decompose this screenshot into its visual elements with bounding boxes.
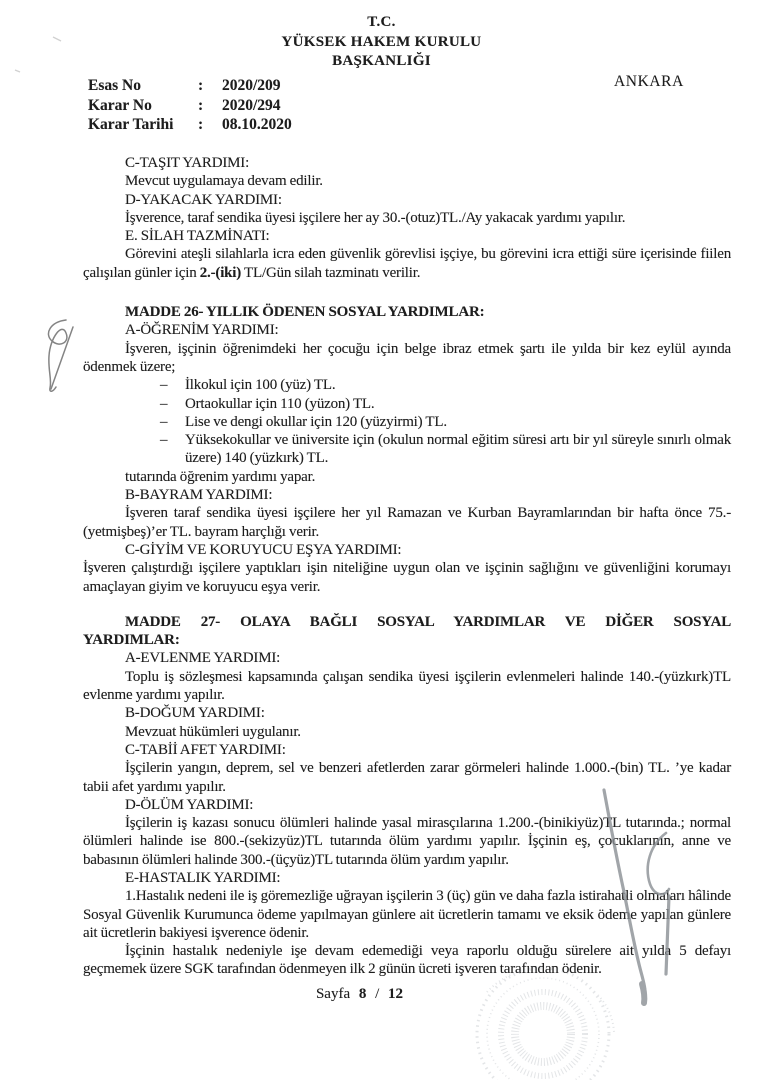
list-item-text: Yüksekokullar ve üniversite için (okulun normal eğitim süresi artı bir yıl süreyle sınırlı olmak üzere) 140 (yüzkırk) TL. — [185, 432, 731, 467]
paragraph: Mevzuat hükümleri uygulanır. — [125, 723, 301, 740]
section-heading-silah: E. SİLAH TAZMİNATI: — [125, 228, 270, 245]
paragraph: İşveren taraf sendika üyesi işçilere her yıl Ramazan ve Kurban Bayramlarından bir hafta önce 75.-(yetmişbeş)’er TL. bayram harçlığı verir. — [83, 505, 731, 540]
article-heading-madde-27 — [83, 613, 731, 650]
paragraph: İşveren çalıştırdığı işçilere yaptıkları işin niteliğine uygun olan ve işçinin sağlığını ve güvenliğini korumayı amaçlayan giyim ve koruyucu eşya verir. — [83, 560, 731, 595]
document-body — [83, 154, 731, 979]
section-heading-ogrenim: A-ÖĞRENİM YARDIMI: — [125, 322, 279, 339]
paragraph: tutarında öğrenim yardımı yapar. — [125, 468, 316, 485]
letterhead-line-tc: T.C. — [367, 14, 396, 30]
meta-row-karar-tarihi — [88, 115, 292, 135]
paragraph: İşçinin hastalık nedeniyle işe devam edemediği veya raporlu olduğu sürelere ait yılda 5 defayı geçmemek üzere SGK tarafından ödenmeyen ilk 2 günün ücreti işveren tarafından ödenir. — [83, 943, 731, 978]
paragraph: 1.Hastalık nedeni ile iş göremezliğe uğrayan işçilerin 3 (üç) gün ve daha fazla istirahatli olmaları hâlinde Sosyal Güvenlik Kurumunca ödeme yapılmayan günlere ait ücretlerin tamamı ve eksik ödeme yapılan günlere ait ücretlerin bakiyesi işverence ödenir. — [83, 888, 731, 941]
meta-colon: : — [198, 116, 204, 134]
page-number — [0, 986, 741, 1003]
letterhead-line-org: YÜKSEK HAKEM KURULU — [281, 33, 482, 50]
dash-bullet: – — [160, 413, 168, 430]
section-heading-olum: D-ÖLÜM YARDIMI: — [125, 796, 254, 813]
bold-amount: 2.-(iki) — [199, 264, 242, 281]
article-heading-line: MADDE 27- OLAYA BAĞLI SOSYAL YARDIMLAR VE DİĞER SOSYAL — [125, 613, 731, 630]
dash-bullet: – — [160, 377, 168, 394]
city-label: ANKARA — [614, 73, 684, 90]
dash-bullet: – — [160, 432, 168, 449]
meta-row-karar-no — [88, 96, 292, 116]
section-heading-tabii-afet: C-TABİİ AFET YARDIMI: — [125, 741, 286, 758]
dash-bullet: – — [160, 395, 168, 412]
meta-label: Karar Tarihi — [88, 116, 174, 134]
paragraph: İşveren, işçinin öğrenimdeki her çocuğu için belge ibraz etmek şartı ile yılda bir kez eylül ayında ödenmek üzere; — [83, 340, 731, 375]
article-heading-line: YARDIMLAR: — [83, 632, 180, 649]
section-heading-evlenme: A-EVLENME YARDIMI: — [125, 650, 281, 667]
handwritten-paraph-icon — [48, 320, 73, 391]
paragraph: Mevcut uygulamaya devam edilir. — [125, 173, 323, 190]
round-stamp-icon — [477, 966, 614, 1080]
section-heading-hastalik: E-HASTALIK YARDIMI: — [125, 869, 281, 886]
meta-colon: : — [198, 96, 204, 114]
list-item — [83, 431, 731, 468]
section-heading-yakacak: D-YAKACAK YARDIMI: — [125, 191, 282, 208]
meta-colon: : — [198, 77, 204, 94]
letterhead-line-presidency: BAŞKANLIĞI — [332, 53, 431, 69]
section-heading-dogum: B-DOĞUM YARDIMI: — [125, 705, 265, 722]
page-number-slash: / — [375, 986, 380, 1002]
list-item-text: Lise ve dengi okullar için 120 (yüzyirmi) TL. — [185, 413, 447, 430]
case-meta — [88, 76, 292, 135]
page-number-current: 8 — [358, 986, 367, 1002]
meta-label: Karar No — [88, 96, 152, 114]
page-number-total: 12 — [388, 986, 404, 1002]
meta-value: 08.10.2020 — [222, 116, 292, 134]
paragraph-text: TL/Gün silah tazminatı verilir. — [241, 264, 421, 281]
list-item-text: Ortaokullar için 110 (yüzon) TL. — [185, 395, 375, 412]
list-item — [83, 413, 731, 431]
paragraph-text: Görevini ateşli silahlarla icra eden güvenlik görevlisi işçiye, bu görevini icra ettiği süre içerisinde fiilen çalışılan günler için — [83, 246, 731, 281]
article-heading-madde-26: MADDE 26- YILLIK ÖDENEN SOSYAL YARDIMLAR: — [125, 304, 485, 321]
letterhead — [0, 13, 763, 72]
list-item-text: İlkokul için 100 (yüz) TL. — [185, 377, 336, 394]
meta-value: 2020/209 — [222, 77, 281, 94]
paragraph — [83, 245, 731, 282]
paragraph: İşçilerin iş kazası sonucu ölümleri halinde yasal mirasçılarına 1.200.-(binikiyüz)TL tutarında.; normal ölümleri halinde ise 800.-(sekizyüz)TL tutarında ölüm yardımı yapılır. İşçinin eş, çocuklarının, anne ve babasının ölümleri halinde 300.-(üçyüz)TL tutarında ölüm yardım yapılır. — [83, 815, 731, 868]
list-item — [83, 395, 731, 413]
meta-row-esas-no — [88, 76, 292, 96]
meta-value: 2020/294 — [222, 96, 281, 114]
paragraph: İşverence, taraf sendika üyesi işçilere her ay 30.-(otuz)TL./Ay yakacak yardımı yapılır. — [125, 209, 626, 226]
section-heading-tasit: C-TAŞIT YARDIMI: — [125, 155, 250, 171]
paragraph: Toplu iş sözleşmesi kapsamında çalışan sendika üyesi işçilerin evlenmeleri halinde 140.-(yüzkırk)TL evlenme yardımı yapılır. — [83, 668, 731, 704]
paragraph: İşçilerin yangın, deprem, sel ve benzeri afetlerden zarar görmeleri halinde 1.000.-(bin) TL. ’ye kadar tabii afet yardımı yapılır. — [83, 760, 731, 795]
page-number-label: Sayfa — [315, 986, 351, 1002]
section-heading-giyim: C-GİYİM VE KORUYUCU EŞYA YARDIMI: — [125, 541, 402, 558]
meta-label: Esas No — [88, 77, 141, 94]
section-heading-bayram: B-BAYRAM YARDIMI: — [125, 487, 273, 504]
list-item — [83, 376, 731, 394]
